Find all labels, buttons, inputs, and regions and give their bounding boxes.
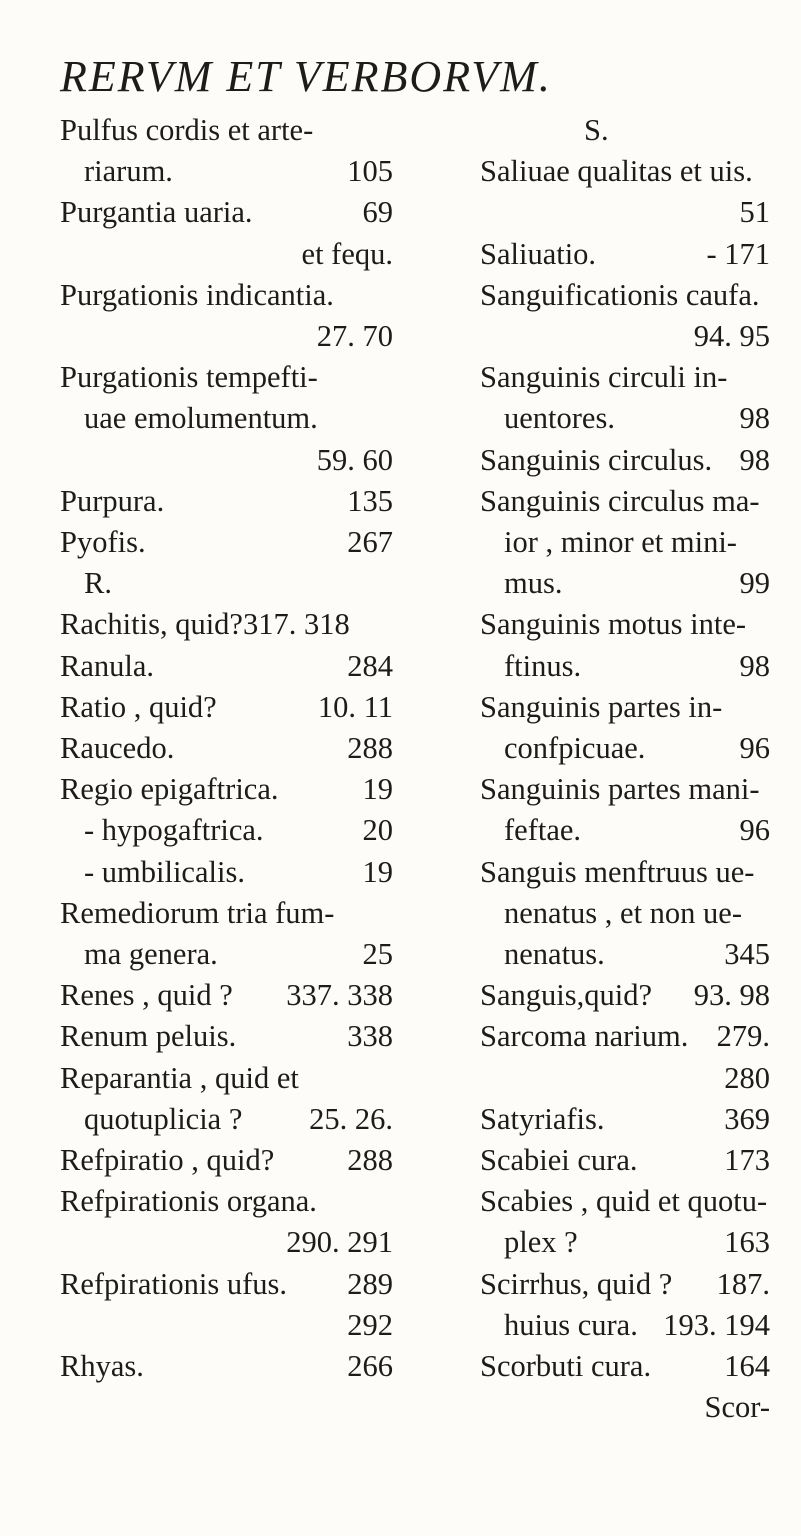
entry-term: Saliuatio. [480,236,597,271]
entry-page-ref: 193. 194 [663,1307,770,1342]
entry-page-ref: - 171 [706,236,770,271]
entry-page-ref: 337. 338 [286,978,393,1013]
entry-term: R. [84,566,112,601]
index-entry [480,1305,770,1346]
index-entry [60,687,393,728]
entry-term: Scirrhus, quid ? [480,1266,673,1301]
index-entry [480,852,770,893]
entry-term: Sanguinis partes mani- [480,772,760,807]
entry-page-ref: 96 [739,731,770,766]
index-entry [60,357,393,398]
entry-term: Purgantia uaria. [60,195,253,230]
index-entry [480,440,770,481]
index-entry [60,234,393,275]
entry-page-ref: 20 [362,813,393,848]
entry-term: S. [584,113,609,147]
index-entry [60,646,393,687]
entry-page-ref: 187. [716,1266,770,1301]
index-entry [60,440,393,481]
index-entry [60,1099,393,1140]
entry-term: uae emolumentum. [84,401,318,436]
index-entry [480,1222,770,1263]
entry-page-ref: 98 [739,442,770,477]
index-entry [60,563,393,604]
entry-term: Refpiratio , quid? [60,1143,275,1178]
index-entry [60,852,393,893]
entry-page-ref: 288 [347,731,393,766]
entry-page-ref: 98 [739,648,770,683]
entry-page-ref: 10. 11 [317,689,393,724]
entry-term: Ranula. [60,648,155,683]
index-entry [60,810,393,851]
index-entry [480,1099,770,1140]
entry-page-ref: 164 [724,1349,770,1384]
entry-page-ref: 292 [347,1307,393,1342]
index-entry [60,1181,393,1222]
index-entry [480,1181,770,1222]
index-entry [60,1222,393,1263]
entry-term: quotuplicia ? [84,1101,243,1136]
index-entry [480,934,770,975]
index-entry [480,275,770,316]
index-entry [480,1140,770,1181]
index-entry [480,604,770,645]
entry-page-ref: 69 [362,195,393,230]
index-entry [60,975,393,1016]
entry-term: Sanguis menftruus ue- [480,854,755,889]
entry-page-ref: 93. 98 [693,978,770,1013]
entry-term: Sanguinis circuli in- [480,360,728,395]
page-header [60,52,760,102]
entry-page-ref: 338 [347,1019,393,1054]
entry-page-ref: et fequ. [301,236,393,271]
entry-term: ftinus. [504,648,582,683]
entry-page-ref: 163 [724,1225,770,1260]
entry-term: nenatus. [504,937,605,972]
entry-term: ma genera. [84,937,218,972]
entry-term: Rhyas. [60,1349,144,1384]
entry-term: Sanguificationis caufa. [480,277,760,312]
entry-term: Refpirationis ufus. [60,1266,288,1301]
entry-page-ref: 280 [724,1060,770,1095]
index-entry [60,1264,393,1305]
index-entry [480,481,770,522]
entry-page-ref: 99 [739,566,770,601]
index-entry [480,398,770,439]
entry-page-ref: 288 [347,1143,393,1178]
entry-term: Scorbuti cura. [480,1349,652,1384]
entry-term: Ratio , quid? [60,689,217,724]
index-column-left [60,110,393,1387]
entry-page-ref: 25. 26. [309,1101,393,1136]
index-entry [480,728,770,769]
entry-term: Purgationis indicantia. [60,277,334,312]
index-entry [480,110,770,151]
entry-page-ref: 284 [347,648,393,683]
entry-page-ref: 98 [739,401,770,436]
index-entry [480,769,770,810]
entry-term: Satyriafis. [480,1101,605,1136]
entry-page-ref: 173 [724,1143,770,1178]
entry-term: Purgationis tempefti- [60,360,318,395]
index-entry [60,1016,393,1057]
index-entry [480,192,770,233]
entry-term: Saliuae qualitas et uis. [480,154,753,189]
entry-term: Renes , quid ? [60,978,233,1013]
index-entry [60,110,393,151]
entry-term: - hypogaftrica. [84,813,264,848]
index-entry [480,1016,770,1057]
entry-page-ref: 369 [724,1101,770,1136]
index-entry [60,398,393,439]
entry-page-ref: 279. [716,1019,770,1054]
entry-page-ref: 59. 60 [316,442,393,477]
entry-term: riarum. [84,154,173,189]
entry-page-ref: 19 [362,772,393,807]
index-entry [480,893,770,934]
index-entry [60,275,393,316]
entry-term: - umbilicalis. [84,854,245,889]
entry-term: Pulfus cordis et arte- [60,113,314,147]
index-entry [60,316,393,357]
entry-page-ref: 135 [347,483,393,518]
entry-term: Sanguinis circulus. [480,442,713,477]
entry-term: Sanguis,quid? [480,978,652,1013]
entry-term: Rachitis, quid?317. 318 [60,607,350,642]
entry-page-ref: 289 [347,1266,393,1301]
entry-page-ref: 105 [347,154,393,189]
entry-term: Regio epigaftrica. [60,772,279,807]
index-entry [480,1264,770,1305]
entry-page-ref: 51 [739,195,770,230]
index-entry [480,1058,770,1099]
entry-term: Sanguinis motus inte- [480,607,747,642]
entry-term: mus. [504,566,563,601]
entry-term: Reparantia , quid et [60,1060,299,1095]
entry-term: Scabiei cura. [480,1143,638,1178]
entry-page-ref: 266 [347,1349,393,1384]
index-entry [480,687,770,728]
entry-page-ref: 94. 95 [693,319,770,354]
index-entry [60,1305,393,1346]
index-entry [480,975,770,1016]
entry-term: Scabies , quid et quotu- [480,1184,768,1219]
index-entry [60,481,393,522]
index-entry [60,192,393,233]
entry-term: Sanguinis circulus ma- [480,483,760,518]
index-entry [60,151,393,192]
index-entry [60,893,393,934]
index-entry [60,1346,393,1387]
index-entry [60,604,393,645]
entry-page-ref: 96 [739,813,770,848]
entry-term: Pyofis. [60,525,146,560]
entry-page-ref: 19 [362,854,393,889]
index-entry [480,357,770,398]
entry-term: Renum peluis. [60,1019,237,1054]
entry-term: Sanguinis partes in- [480,689,723,724]
entry-term: Sarcoma narium. [480,1019,689,1054]
index-entry [480,234,770,275]
entry-term: plex ? [504,1225,578,1260]
entry-page-ref: 267 [347,525,393,560]
entry-page-ref: 345 [724,937,770,972]
entry-term: nenatus , et non ue- [504,895,742,930]
running-title: RERVM ET VERBORVM. [60,52,552,101]
index-entry [60,934,393,975]
entry-term: ior , minor et mini- [504,525,737,560]
index-entry [480,522,770,563]
entry-term: huius cura. [504,1307,638,1342]
entry-term: feftae. [504,813,582,848]
entry-page-ref: 25 [362,937,393,972]
index-entry [60,522,393,563]
entry-page-ref: 290. 291 [286,1225,393,1260]
index-column-right [480,110,770,1429]
index-entry [480,1387,770,1428]
entry-term: Raucedo. [60,731,175,766]
entry-term: uentores. [504,401,615,436]
index-entry [60,1058,393,1099]
entry-term: confpicuae. [504,731,646,766]
index-entry [480,646,770,687]
index-entry [60,1140,393,1181]
index-entry [480,810,770,851]
entry-term: Remediorum tria fum- [60,895,335,930]
entry-page-ref: Scor- [704,1390,770,1425]
index-entry [480,563,770,604]
index-entry [60,728,393,769]
index-entry [480,1346,770,1387]
entry-term: Refpirationis organa. [60,1184,317,1219]
entry-term: Purpura. [60,483,165,518]
index-entry [60,769,393,810]
entry-page-ref: 27. 70 [316,319,393,354]
index-entry [480,316,770,357]
index-entry [480,151,770,192]
